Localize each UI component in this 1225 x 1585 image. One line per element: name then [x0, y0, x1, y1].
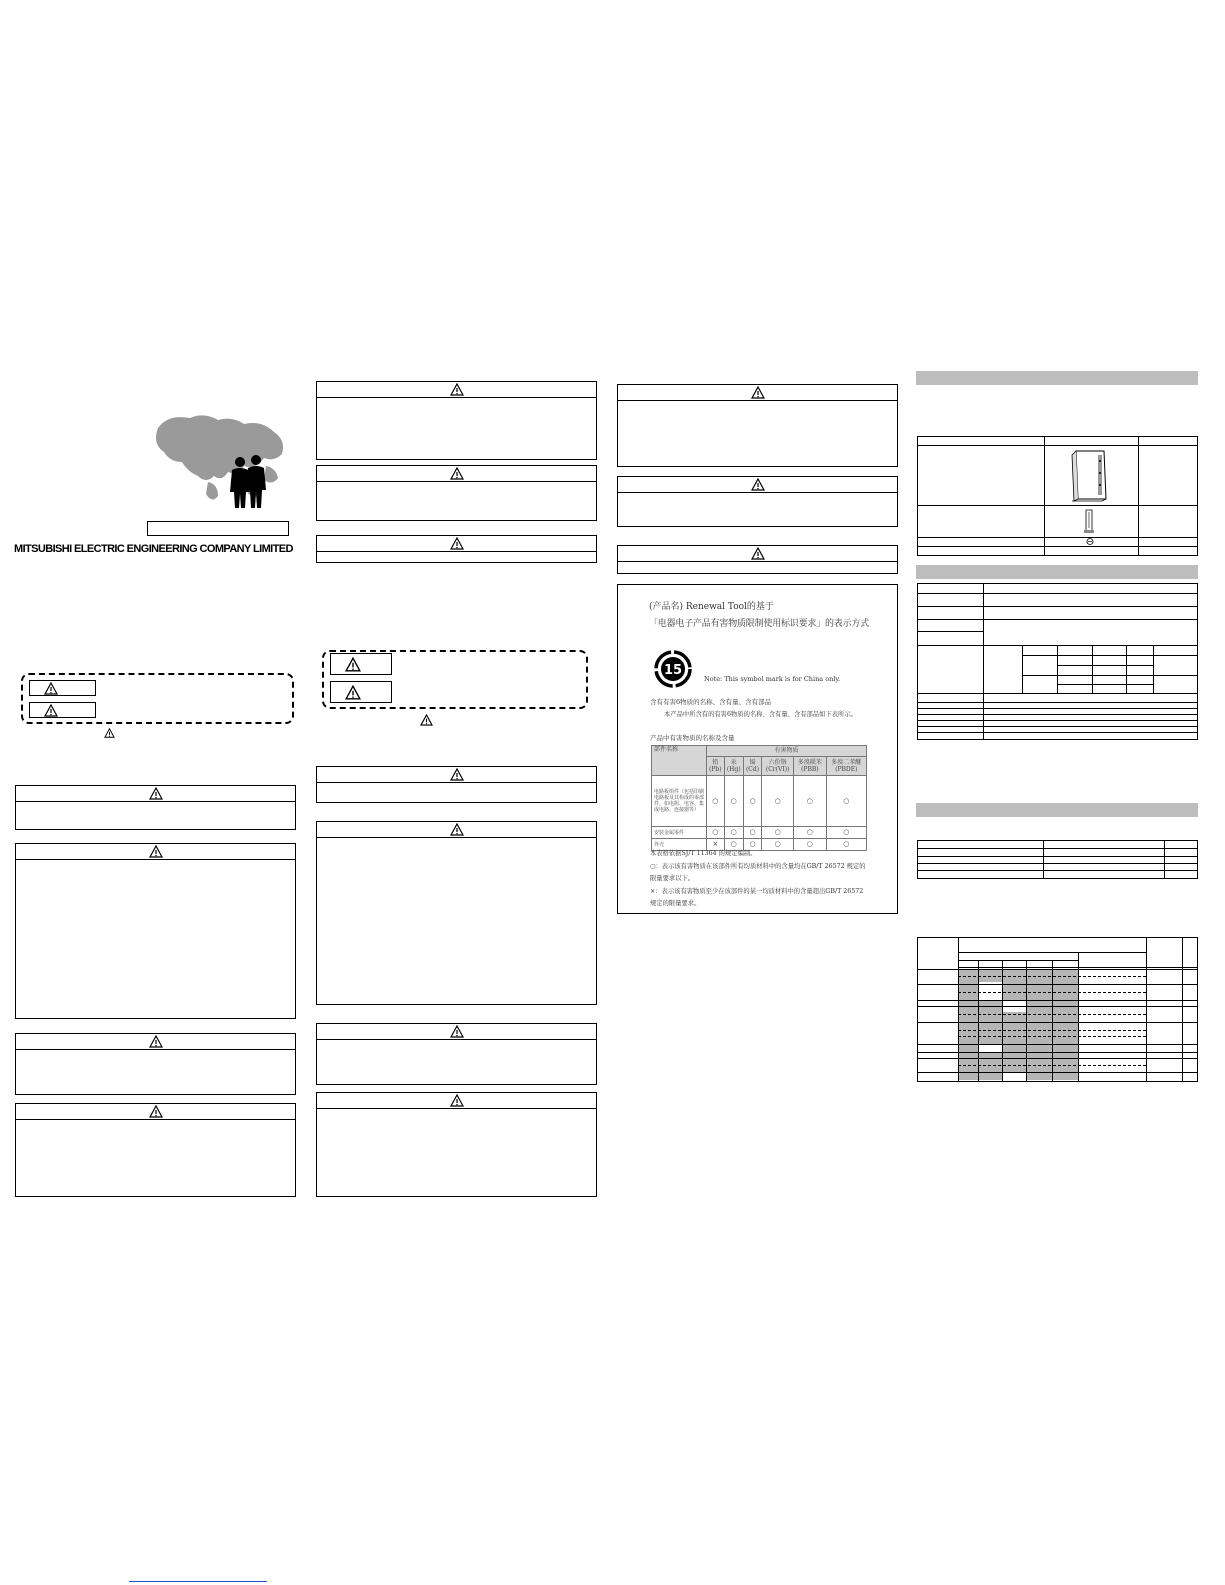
- warning-box: [15, 1103, 296, 1197]
- caution-box: [617, 476, 898, 527]
- warning-box: [15, 843, 296, 1019]
- warning-triangle-icon: [420, 714, 433, 726]
- substance-mark: ○: [724, 839, 743, 851]
- warning-triangle-icon: [44, 704, 58, 717]
- note-x: ×：表示该有害物质至少在该部件的某一均质材料中的含量超出GB/T 26572 规定的限量要求。: [650, 888, 864, 907]
- basis-text: 本表格依据SJ/T 11364 的规定编制。: [650, 850, 757, 857]
- screw-icon: [1086, 538, 1094, 545]
- substance-mark: ○: [707, 776, 725, 827]
- title-frame: [147, 521, 289, 536]
- substance-mark: ○: [794, 839, 827, 851]
- substance-mark: ○: [794, 776, 827, 827]
- compat-table: [917, 840, 1198, 879]
- substance-header: 多溴二苯醚 (PBDE): [826, 757, 866, 776]
- unit-image: [1070, 447, 1112, 503]
- substance-mark: ○: [743, 827, 761, 839]
- warning-triangle-icon: [345, 685, 361, 700]
- link-underline[interactable]: [129, 1581, 267, 1582]
- warning-box: [15, 785, 296, 830]
- rohs-title-line1: (产品名) Renewal Tool的基于: [649, 602, 774, 612]
- rohs-title-line2: 「电器电子产品有害物质限制使用标识要求」的表示方式: [649, 619, 870, 629]
- substance-header: 镉 (Cd): [743, 757, 761, 776]
- warning-triangle-icon: [751, 386, 765, 399]
- intro-text: 本产品中所含有的有害6物质的名称、含有量、含有部品如下表所示。: [664, 711, 857, 718]
- substance-mark: ○: [762, 827, 794, 839]
- china-rohs-panel: [617, 584, 898, 914]
- caution-box: [316, 381, 597, 460]
- warning-triangle-icon: [751, 478, 765, 491]
- caution-box: [316, 821, 597, 1005]
- substance-mark: ○: [707, 827, 725, 839]
- substance-header: 多溴联苯 (PBB): [794, 757, 827, 776]
- warning-triangle-icon: [450, 823, 464, 836]
- warning-triangle-icon: [751, 547, 765, 560]
- warning-triangle-icon: [149, 1035, 163, 1048]
- header-group: 有害物质: [707, 746, 867, 757]
- symbol-note: Note: This symbol mark is for China only.: [704, 675, 841, 683]
- warning-triangle-icon: [450, 1094, 464, 1107]
- caution-box: [316, 766, 597, 803]
- part-name: 电路板组件（包括印刷电路板及其构成的零部件，如电阻、电容、集成电路、连接器等）: [652, 776, 707, 827]
- substance-mark: ○: [762, 776, 794, 827]
- substance-mark: ×: [707, 839, 725, 851]
- caution-box: [316, 1092, 597, 1197]
- substance-header: 汞 (Hg): [724, 757, 743, 776]
- signal-word-box-warning: [29, 680, 96, 696]
- warning-triangle-icon: [450, 537, 464, 550]
- caution-box: [617, 384, 898, 467]
- part-name: 外壳: [652, 839, 707, 851]
- intro-heading: 含有有害6物质的名称、含有量、含有部品: [650, 698, 772, 706]
- warning-triangle-icon: [149, 845, 163, 858]
- substance-mark: ○: [794, 827, 827, 839]
- warning-triangle-icon: [450, 1025, 464, 1038]
- company-name: MITSUBISHI ELECTRIC ENGINEERING COMPANY LIMITED: [14, 543, 293, 555]
- contents-table: [917, 436, 1198, 556]
- signal-word-box-caution: [29, 702, 96, 718]
- spec-table: [917, 583, 1198, 740]
- caution-box: [316, 465, 597, 521]
- warning-triangle-icon: [345, 657, 361, 672]
- substance-mark: ○: [826, 776, 866, 827]
- substance-mark: ○: [826, 839, 866, 851]
- section-header-bar: [916, 565, 1198, 579]
- note-o: ○：表示该有害物质在该部件所有均质材料中的含量均在GB/T 26572 规定的限量要求以下。: [650, 863, 866, 882]
- caution-box: [316, 535, 597, 563]
- warning-triangle-icon: [104, 728, 115, 738]
- warning-triangle-icon: [450, 467, 464, 480]
- warning-triangle-icon: [450, 768, 464, 781]
- pin-table: [917, 937, 1198, 1082]
- caution-box: [617, 545, 898, 574]
- substance-mark: ○: [743, 839, 761, 851]
- rohs-15-number: 15: [663, 663, 683, 678]
- substance-header: 铅 (Pb): [707, 757, 725, 776]
- bracket-image: [1078, 508, 1100, 535]
- substance-mark: ○: [826, 827, 866, 839]
- header-part: 部件名称: [652, 746, 707, 776]
- table-row: [652, 827, 867, 839]
- part-name: 安装金属零件: [652, 827, 707, 839]
- signal-word-box-warning: [330, 653, 392, 675]
- substance-mark: ○: [724, 827, 743, 839]
- warning-triangle-icon: [44, 682, 58, 695]
- rohs-15-icon: [653, 649, 693, 689]
- section-header-bar: [916, 803, 1198, 817]
- substance-mark: ○: [743, 776, 761, 827]
- substance-mark: ○: [724, 776, 743, 827]
- substance-header: 六价铬 (Cr(VI)): [762, 757, 794, 776]
- section-header-bar: [916, 371, 1198, 385]
- warning-box: [15, 1033, 296, 1095]
- warning-triangle-icon: [149, 787, 163, 800]
- table-row: [652, 776, 867, 827]
- caution-box: [316, 1023, 597, 1085]
- world-map-logo: [148, 410, 290, 510]
- signal-word-box-caution: [330, 681, 392, 703]
- warning-triangle-icon: [450, 383, 464, 396]
- table-title: 产品中有害物质的名称及含量: [650, 734, 735, 742]
- rohs-table: [651, 745, 867, 851]
- warning-triangle-icon: [149, 1105, 163, 1118]
- substance-mark: ○: [762, 839, 794, 851]
